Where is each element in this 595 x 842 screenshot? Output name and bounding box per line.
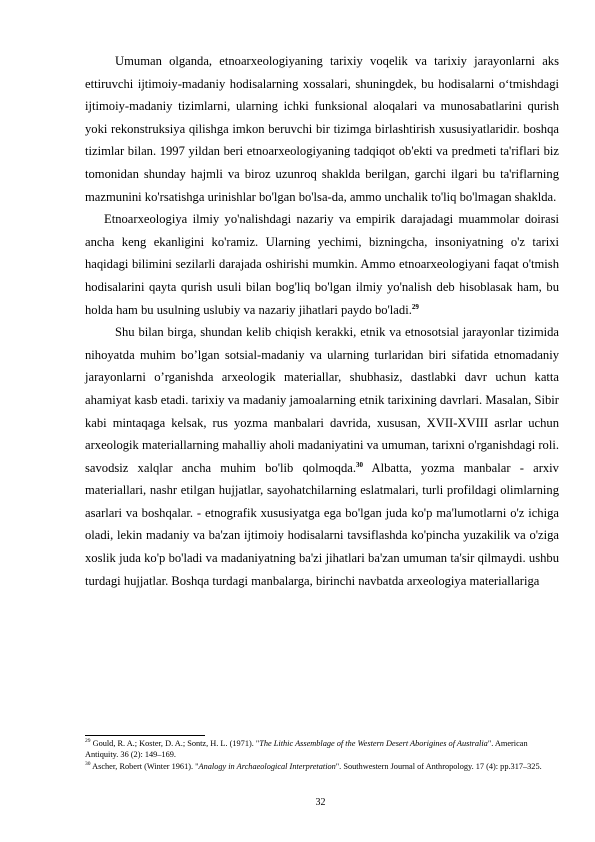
paragraph-2-text: Etnoarxeologiya ilmiy yo'nalishdagi nazariy va empirik darajadagi muammolar doirasi ancha keng ekanligini ko'ramiz. Ularning yechimi, bizningcha, insoniyatning o'z tarixi haqidagi bilimini sezilarli darajada oshirishi mumkin. Ammo etnoarxeologiyani faqat o'tmish hodisalarini qayta qurish usuli bilan bog'liq bo'lgan ilmiy yo'nalish deb hisoblasak ham, bu holda ham bu usulning uslubiy va nazariy jihatlari paydo bo'ladi. [85,212,559,317]
paragraph-1: Umuman olganda, etnoarxeologiyaning tarixiy voqelik va tarixiy jarayonlarni aks ettiruvchi ijtimoiy-madaniy hodisalarning xossalari, shuningdek, bu hodisalarni o‘tmishdagi ijtimoiy-madaniy tizimlarni, ularning ichki funksional aloqalari va munosabatlarini qurish yoki rekonstruksiya qilishga imkon beruvchi bir tizimga birlashtirish xususiyatlaridir. boshqa tizimlar bilan. 1997 yildan beri etnoarxeologiyaning tadqiqot ob'ekti va predmeti ta'riflari biz tomonidan shunday hajmli va biroz uzunroq shaklda berilgan, garchi ilgari bu ta'riflarning mazmunini ko'rsatishga urinishlar bo'lgan bo'lsa-da, ammo unchalik to'liq bo'lmagan shaklda. [85,54,559,204]
footnote-ref-30[interactable]: 30 [356,460,364,469]
footnote-text: ". Southwestern Journal of Anthropology. 17 (4): pp.317–325. [335,761,542,771]
footnote-divider [85,735,205,736]
footnote-text: ". American Antiquity. 36 (2): 149–169. [85,739,528,760]
page-number: 32 [315,797,326,808]
footnote-title: Analogy in Archaeological Interpretation [198,761,336,771]
footnote-text: Ascher, Robert (Winter 1961). " [92,761,199,771]
footnote-text: Gould, R. A.; Koster, D. A.; Sontz, H. L. (1971). " [92,739,260,748]
footnote-30 [85,761,559,772]
paragraph-3 [85,321,559,592]
paragraph-2 [85,208,559,321]
footnote-29 [85,738,559,761]
paragraph-3-text-a: Shu bilan birga, shundan kelib chiqish kerakki, etnik va etnosotsial jarayonlar tizimida nihoyatda muhim bo’lgan sotsial-madaniy va ularning turlaridan biri sifatida etnomadaniy jarayonlarni o’rganishda arxeologik materiallar, shubhasiz, dastlabki davr uchun katta ahamiyat kasb etadi. tarixiy va madaniy jamoalarning etnik tarixining davrlari. Masalan, Sibir kabi mintaqaga kelsak, rus yozma manbalari davrida, xususan, XVII-XVIII asrlar uchun arxeologik materiallarning mahalliy aholi madaniyatini va umuman, tarixni o'rganishdagi roli. savodsiz xalqlar ancha muhim bo'lib qolmoqda. [85,325,559,475]
page-body [85,50,559,592]
footnote-number: 29 [85,738,91,745]
footnote-number: 30 [85,761,91,768]
footnote-title: The Lithic Assemblage of the Western Desert Aborigines of Australia [259,739,488,748]
paragraph-3-text-b: Albatta, yozma manbalar - arxiv materiallari, nashr etilgan hujjatlar, sayohatchilarning eslatmalari, turli profildagi olimlarning asarlari va boshqalar. - etnografik xususiyatga ega bo'lgan juda ko'p ma'lumotlarni o'z ichiga oladi, lekin madaniy va ba'zan ijtimoiy hodisalarni tavsiflashda ko'pincha yuzakilik va o'ziga xoslik juda ko'p bo'ladi va madaniyatning ba'zi jihatlari ba'zan umuman ta'sir qilmaydi. ushbu turdagi hujjatlar. Boshqa turdagi manbalarga, birinchi navbatda arxeologiya materiallariga [85,460,559,588]
footnotes [85,735,559,772]
footnote-ref-29[interactable]: 29 [411,302,419,311]
